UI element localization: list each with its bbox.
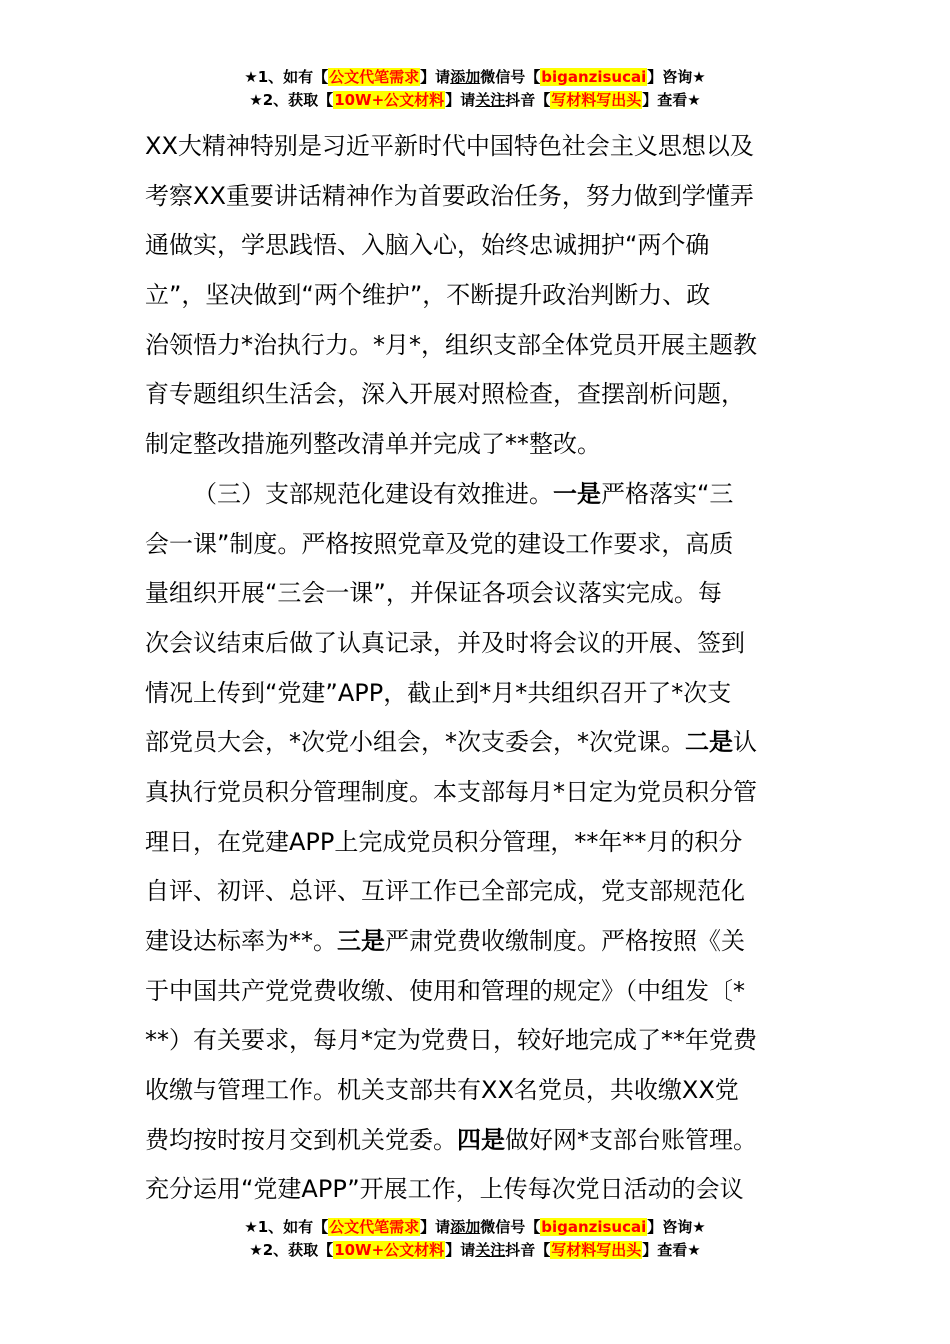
body-text-span: 严肃党费收缴制度。严格按照《关 xyxy=(385,927,745,955)
document-body xyxy=(145,122,805,1215)
body-text-span: 认 xyxy=(733,728,757,757)
body-line: 治领悟力*治执行力。*月*，组织支部全体党员开展主题教 xyxy=(145,330,757,359)
promo-text: 】请 xyxy=(445,1241,476,1259)
body-line: 于中国共产党党费收缴、使用和管理的规定》（中组发〔* xyxy=(145,976,745,1005)
promo-text: 】查看★ xyxy=(642,91,701,109)
promo-text: ★2、获取【 xyxy=(249,1241,334,1259)
body-line: 会一课”制度。严格按照党章及党的建设工作要求，高质 xyxy=(145,529,734,558)
promo-highlight: 10W+公文材料 xyxy=(334,91,445,109)
promo-text: 】请 xyxy=(445,91,476,109)
promo-banner-top xyxy=(0,66,950,112)
promo-text: ★1、如有【 xyxy=(244,68,329,86)
body-line: **）有关要求，每月*定为党费日，较好地完成了**年党费 xyxy=(145,1026,757,1055)
body-line: 量组织开展“三会一课”，并保证各项会议落实完成。每 xyxy=(145,579,722,608)
promo-text: 抖音【 xyxy=(505,91,551,109)
promo-underlined: 添加 xyxy=(450,68,481,86)
promo-douyin-id: 写材料写出头 xyxy=(551,91,642,109)
promo-wechat-id: biganzisucai xyxy=(541,68,647,86)
promo-text: ★2、获取【 xyxy=(249,91,334,109)
body-line xyxy=(145,718,805,768)
body-text-span: 部党员大会，*次党小组会，*次支委会，*次党课。 xyxy=(145,728,685,757)
promo-douyin-id: 写材料写出头 xyxy=(551,1241,642,1259)
point-marker: 一是 xyxy=(553,479,601,508)
promo-underlined: 关注 xyxy=(475,1241,506,1259)
promo-text: ★1、如有【 xyxy=(244,1218,329,1236)
body-line: 自评、初评、总评、互评工作已全部完成，党支部规范化 xyxy=(145,877,745,906)
section-heading: （三）支部规范化建设有效推进。 xyxy=(193,479,553,508)
promo-text: 】咨询★ xyxy=(647,1218,706,1236)
body-line: XX大精神特别是习近平新时代中国特色社会主义思想以及 xyxy=(145,132,754,160)
body-line: 通做实，学思践悟、入脑入心，始终忠诚拥护“两个确 xyxy=(145,231,710,260)
body-line xyxy=(145,917,805,967)
promo-highlight: 10W+公文材料 xyxy=(334,1241,445,1259)
promo-text: 抖音【 xyxy=(505,1241,551,1259)
promo-text: 微信号【 xyxy=(480,1218,541,1236)
body-line: 真执行党员积分管理制度。本支部每月*日定为党员积分管 xyxy=(145,777,757,806)
body-line xyxy=(145,1116,805,1166)
promo-line-1 xyxy=(0,66,950,89)
body-line: 收缴与管理工作。机关支部共有XX名党员，共收缴XX党 xyxy=(145,1076,739,1105)
promo-line-2 xyxy=(0,89,950,112)
promo-text: 】请 xyxy=(420,68,451,86)
promo-wechat-id: biganzisucai xyxy=(541,1218,647,1236)
promo-line-2 xyxy=(0,1239,950,1262)
promo-text: 】请 xyxy=(420,1218,451,1236)
body-line: 充分运用“党建APP”开展工作，上传每次党日活动的会议 xyxy=(145,1175,744,1204)
body-line: 情况上传到“党建”APP，截止到*月*共组织召开了*次支 xyxy=(145,678,732,707)
body-text-span: 建设达标率为**。 xyxy=(145,927,337,955)
point-marker: 二是 xyxy=(685,728,733,757)
promo-text: 微信号【 xyxy=(480,68,541,86)
body-text-span: 做好网*支部台账管理。 xyxy=(505,1125,757,1154)
body-line: 考察XX重要讲话精神作为首要政治任务，努力做到学懂弄 xyxy=(145,181,754,210)
body-text-span: 严格落实“三 xyxy=(601,479,734,508)
promo-underlined: 添加 xyxy=(450,1218,481,1236)
promo-text: 】查看★ xyxy=(642,1241,701,1259)
promo-underlined: 关注 xyxy=(475,91,506,109)
promo-highlight: 公文代笔需求 xyxy=(329,68,420,86)
point-marker: 三是 xyxy=(337,927,385,955)
body-line: 育专题组织生活会，深入开展对照检查，查摆剖析问题， xyxy=(145,380,745,409)
body-line: 立”，坚决做到“两个维护”，不断提升政治判断力、政 xyxy=(145,281,711,310)
promo-text: 】咨询★ xyxy=(647,68,706,86)
body-text-span: 费均按时按月交到机关党委。 xyxy=(145,1125,457,1154)
body-line: 理日，在党建APP上完成党员积分管理，**年**月的积分 xyxy=(145,827,743,856)
promo-banner-bottom xyxy=(0,1216,950,1262)
section-heading-line xyxy=(145,470,805,520)
point-marker: 四是 xyxy=(457,1125,505,1154)
promo-line-1 xyxy=(0,1216,950,1239)
body-line: 次会议结束后做了认真记录，并及时将会议的开展、签到 xyxy=(145,628,745,657)
promo-highlight: 公文代笔需求 xyxy=(329,1218,420,1236)
body-line: 制定整改措施列整改清单并完成了**整改。 xyxy=(145,430,601,459)
